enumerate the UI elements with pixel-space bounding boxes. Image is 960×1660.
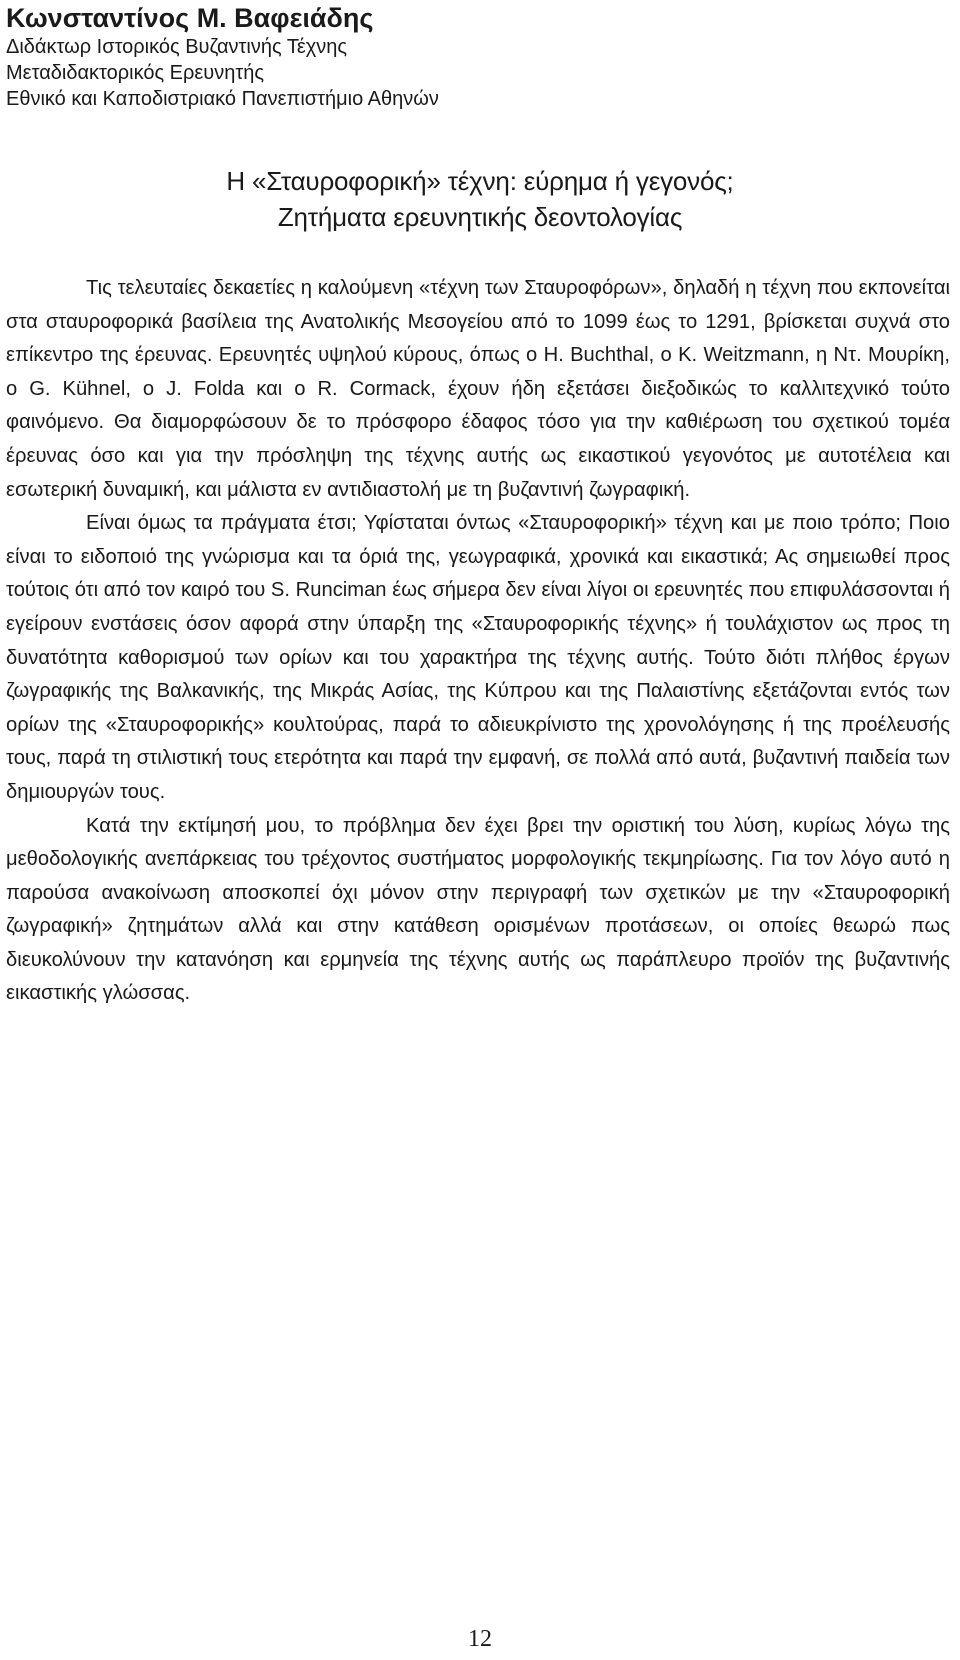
abstract-body (6, 272, 950, 1011)
author-block (6, 2, 906, 112)
author-title: Διδάκτωρ Ιστορικός Βυζαντινής Τέχνης (6, 36, 348, 58)
author-position: Μεταδιδακτορικός Ερευνητής (6, 62, 265, 84)
paragraph-3: Κατά την εκτίμησή μου, το πρόβλημα δεν έχει βρει την οριστική του λύση, κυρίως λόγω της μεθοδολογικής ανεπάρκειας του τρέχοντος συστήματος μορφολογικής τεκμηρίωσης. Για τον λόγο αυτό η παρούσα ανακοίνωση αποσκοπεί όχι μόνον στην περιγραφή των σχετικών με την «Σταυροφορική ζωγραφική» ζητημάτων αλλά και στην κατάθεση ορισμένων προτάσεων, οι οποίες θεωρώ πως διευκολύνουν την κατανόηση και ερμηνεία της τέχνης αυτής ως παράπλευρο προϊόν της βυζαντινής εικαστικής γλώσσας. (6, 814, 950, 1005)
paper-title (0, 163, 960, 235)
page-number: 12 (468, 1626, 492, 1652)
author-affiliation: Εθνικό και Καποδιστριακό Πανεπιστήμιο Αθηνών (6, 88, 439, 110)
paragraph-1: Τις τελευταίες δεκαετίες η καλούμενη «τέχνη των Σταυροφόρων», δηλαδή η τέχνη που εκπονείται στα σταυροφορικά βασίλεια της Ανατολικής Μεσογείου από το 1099 έως το 1291, βρίσκεται συχνά στο επίκεντρο της έρευνας. Ερευνητές υψηλού κύρους, όπως ο H. Buchthal, ο K. Weitzmann, η Ντ. Μουρίκη, ο G. Kühnel, ο J. Folda και ο R. Cormack, έχουν ήδη εξετάσει διεξοδικώς το καλλιτεχνικό τούτο φαινόμενο. Θα διαμορφώσουν δε το πρόσφορο έδαφος τόσο για την καθιέρωση του σχετικού τομέα έρευνας όσο και για την πρόσληψη της τέχνης αυτής ως εικαστικού γεγονότος με αυτοτέλεια και εσωτερική δυναμική, και μάλιστα εν αντιδιαστολή με τη βυζαντινή ζωγραφική. (6, 277, 950, 501)
author-name: Κωνσταντίνος Μ. Βαφειάδης (6, 3, 374, 33)
paragraph-2: Είναι όμως τα πράγματα έτσι; Υφίσταται όντως «Σταυροφορική» τέχνη και με ποιο τρόπο; Ποιο είναι το ειδοποιό της γνώρισμα και τα όριά της, γεωγραφικά, χρονικά και εικαστικά; Ας σημειωθεί προς τούτοις ότι από τον καιρό του S. Runciman έως σήμερα δεν είναι λίγοι οι ερευνητές που επιφυλάσσονται ή εγείρουν ενστάσεις όσον αφορά στην ύπαρξη της «Σταυροφορικής τέχνης» ή τουλάχιστον ως προς τη δυνατότητα καθορισμού των ορίων και του χαρακτήρα της τέχνης αυτής. Τούτο διότι πλήθος έργων ζωγραφικής της Βαλκανικής, της Μικράς Ασίας, της Κύπρου και της Παλαιστίνης εξετάζονται εντός των ορίων της «Σταυροφορικής» κουλτούρας, παρά το αδιευκρίνιστο της χρονολόγησης ή της προέλευσής τους, παρά τη στιλιστική τους ετερότητα και παρά την εμφανή, σε πολλά από αυτά, βυζαντινή παιδεία των δημιουργών τους. (6, 512, 950, 803)
title-line-2: Ζητήματα ερευνητικής δεοντολογίας (277, 202, 683, 232)
title-line-1: Η «Σταυροφορική» τέχνη: εύρημα ή γεγονός; (226, 166, 734, 196)
